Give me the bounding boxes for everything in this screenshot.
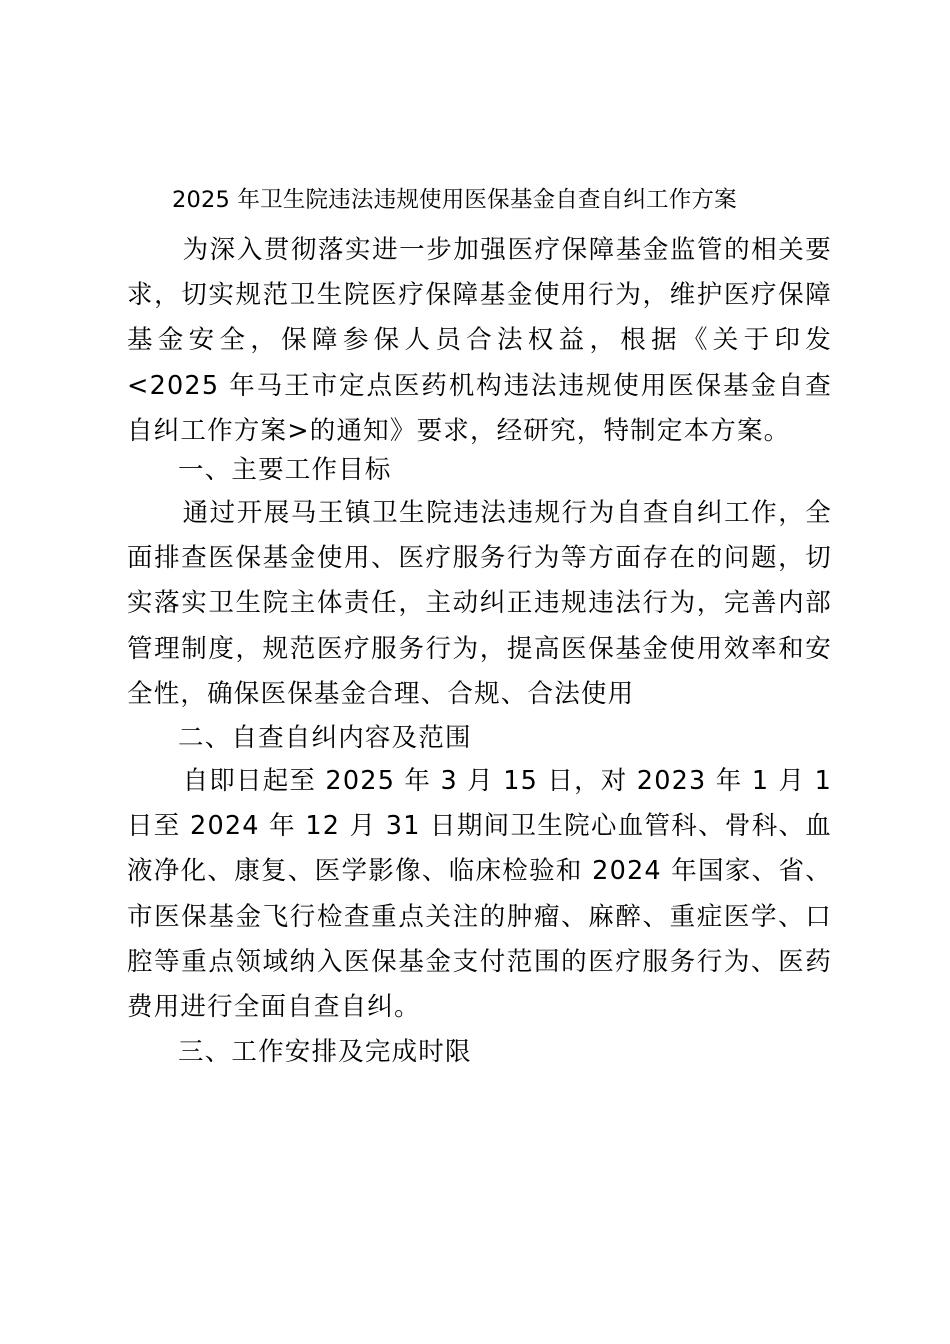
intro-paragraph: 为深入贯彻落实进一步加强医疗保障基金监管的相关要求，切实规范卫生院医疗保障基金使用行为，维护医疗保障基金安全，保障参保人员合法权益，根据《关于印发<2025 年马王市定点医药机构违法违规使用医保基金自查自纠工作方案>的通知》要求，经研究，特制定本方案。 (127, 235, 832, 446)
section-body-goals: 通过开展马王镇卫生院违法违规行为自查自纠工作，全面排查医保基金使用、医疗服务行为等方面存在的问题，切实落实卫生院主体责任，主动纠正违规违法行为，完善内部管理制度，规范医疗服务行为，提高医保基金使用效率和安全性，确保医保基金合理、合规、合法使用 (127, 498, 832, 709)
section-heading-schedule: 三、工作安排及完成时限 (178, 1037, 472, 1067)
section-body-scope: 自即日起至 2025 年 3 月 15 日，对 2023 年 1 月 1 日至 2024 年 12 月 31 日期间卫生院心血管科、骨科、血液净化、康复、医学影像、临床检验和 2024 年国家、省、市医保基金飞行检查重点关注的肿瘤、麻醉、重症医学、口腔等重点领域纳入医保基金支付范围的医疗服务行为、医药费用进行全面自查自纠。 (127, 766, 832, 1023)
document-title: 2025 年卫生院违法违规使用医保基金自查自纠工作方案 (172, 187, 737, 213)
section-heading-scope: 二、自查自纠内容及范围 (178, 723, 472, 753)
section-heading-goals: 一、主要工作目标 (178, 455, 392, 485)
